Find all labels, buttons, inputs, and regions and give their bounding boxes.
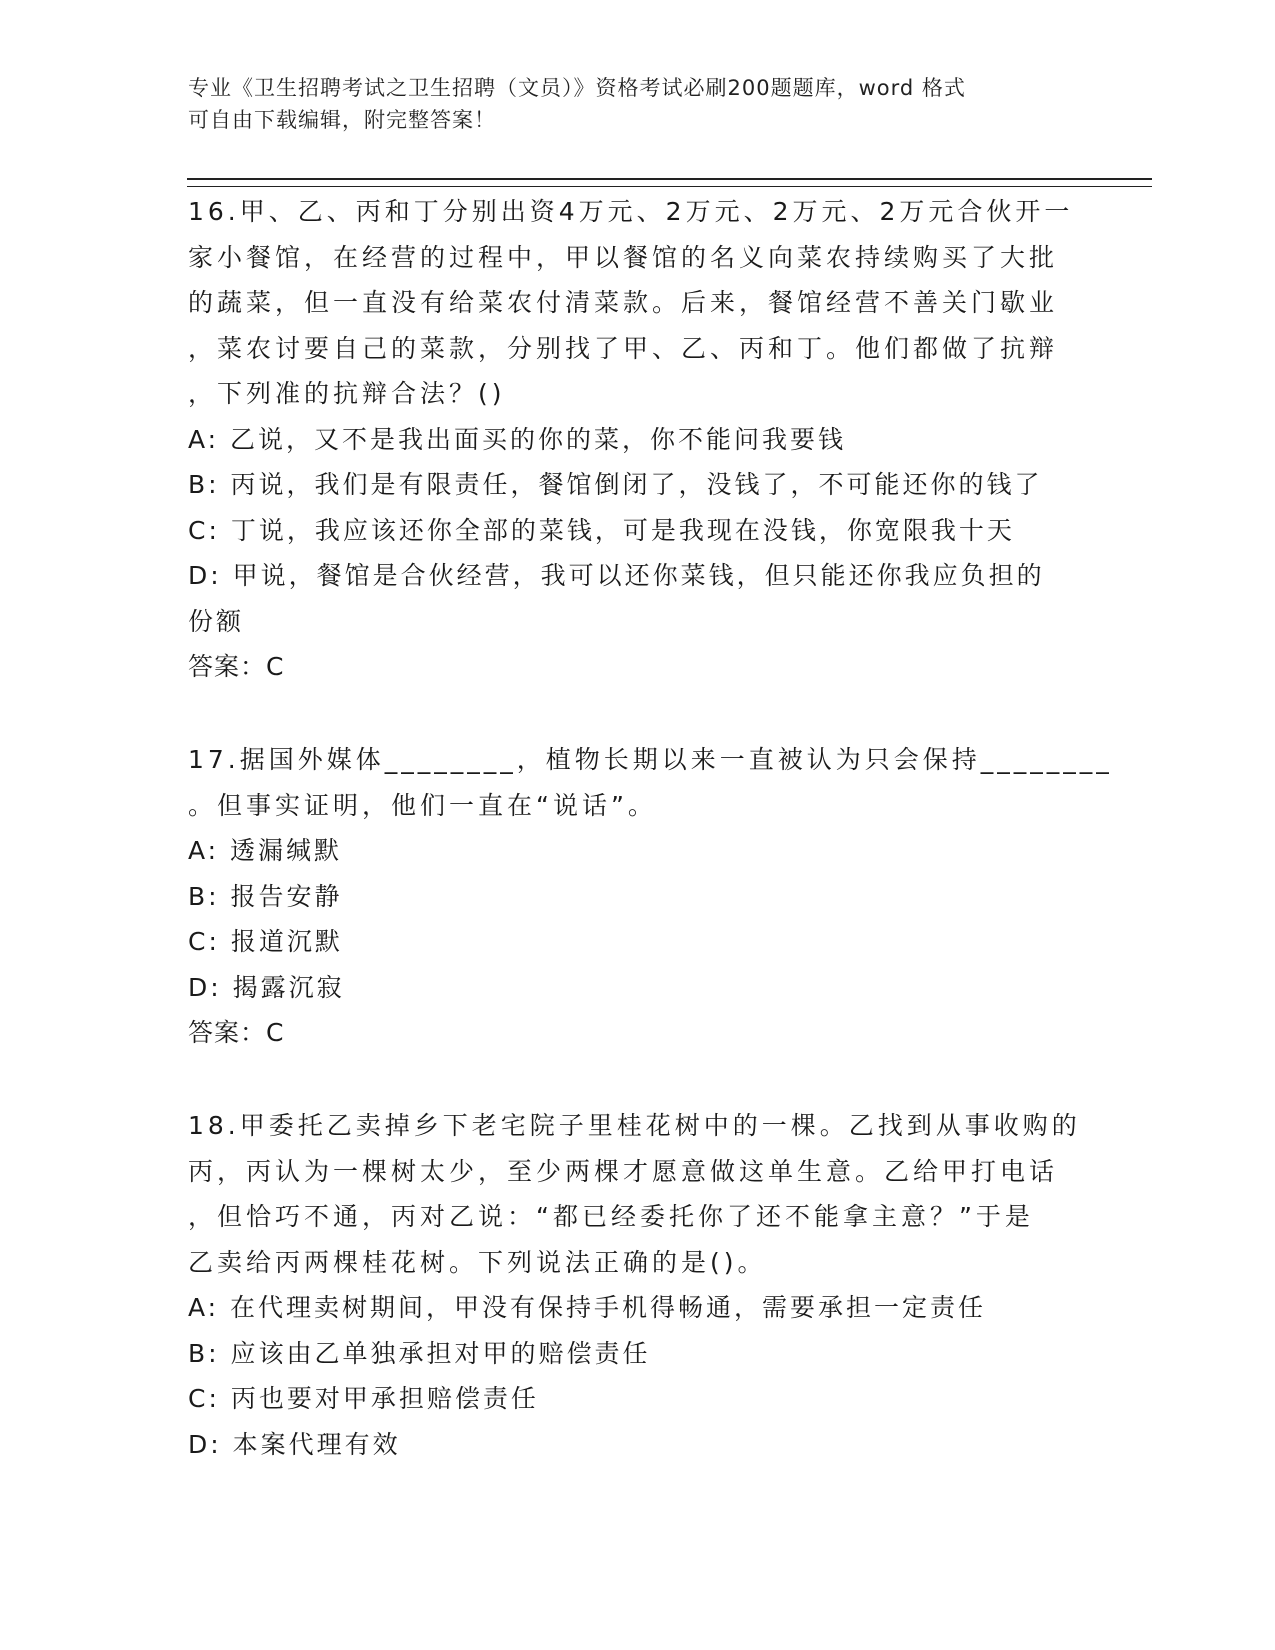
- option-b: B: 丙说，我们是有限责任，餐馆倒闭了，没钱了，不可能还你的钱了: [188, 470, 1043, 499]
- option-d: D: 甲说，餐馆是合伙经营，我可以还你菜钱，但只能还你我应负担的: [188, 561, 1045, 590]
- option-d-continued: 份额: [188, 606, 245, 636]
- question-text-line: 16.甲、乙、丙和丁分别出资4万元、2万元、2万元、2万元合伙开一: [188, 197, 1074, 226]
- answer-line: 答案：C: [188, 1018, 285, 1047]
- question-text-line: 18.甲委托乙卖掉乡下老宅院子里桂花树中的一棵。乙找到从事收购的: [188, 1111, 1081, 1140]
- question-17: [188, 737, 1113, 1056]
- question-text-line: ，但恰巧不通，丙对乙说：“都已经委托你了还不能拿主意？”于是: [188, 1202, 1034, 1231]
- document-header: [188, 72, 1068, 136]
- question-16: [188, 189, 1088, 690]
- question-spacer: [188, 690, 1088, 737]
- question-text-line: 家小餐馆，在经营的过程中，甲以餐馆的名义向菜农持续购买了大批: [188, 242, 1059, 272]
- question-text-line: 丙，丙认为一棵树太少，至少两棵才愿意做这单生意。乙给甲打电话: [188, 1156, 1059, 1186]
- option-c: C: 丁说，我应该还你全部的菜钱，可是我现在没钱，你宽限我十天: [188, 515, 1015, 545]
- header-line-1: 专业《卫生招聘考试之卫生招聘（文员）》资格考试必刷200题题库，word 格式: [188, 76, 966, 100]
- option-c: C: 丙也要对甲承担赔偿责任: [188, 1384, 539, 1413]
- answer-line: 答案：C: [188, 652, 285, 681]
- option-d: D: 揭露沉寂: [188, 972, 345, 1002]
- option-a: A: 在代理卖树期间，甲没有保持手机得畅通，需要承担一定责任: [188, 1293, 987, 1322]
- option-d: D: 本案代理有效: [188, 1429, 401, 1459]
- question-text-line: 。但事实证明，他们一直在“说话”。: [188, 790, 657, 820]
- question-list: [188, 189, 1113, 1467]
- question-text-line: 乙卖给丙两棵桂花树。下列说法正确的是()。: [188, 1247, 767, 1277]
- option-a: A: 乙说，又不是我出面买的你的菜，你不能问我要钱: [188, 424, 847, 454]
- option-b: B: 应该由乙单独承担对甲的赔偿责任: [188, 1338, 651, 1368]
- question-text-line: 的蔬菜，但一直没有给菜农付清菜款。后来，餐馆经营不善关门歇业: [188, 288, 1059, 317]
- question-spacer: [188, 1056, 1088, 1103]
- option-b: B: 报告安静: [188, 881, 343, 911]
- question-text-line: 17.据国外媒体________，植物长期以来一直被认为只会保持________: [188, 745, 1113, 774]
- question-text-line: ，菜农讨要自己的菜款，分别找了甲、乙、丙和丁。他们都做了抗辩: [188, 333, 1059, 363]
- question-text-line: ，下列准的抗辩合法？(): [188, 379, 506, 408]
- header-line-2: 可自由下载编辑，附完整答案！: [188, 108, 496, 132]
- header-divider: [187, 178, 1152, 187]
- option-c: C: 报道沉默: [188, 927, 343, 956]
- question-18: [188, 1103, 1088, 1467]
- option-a: A: 透漏缄默: [188, 836, 343, 865]
